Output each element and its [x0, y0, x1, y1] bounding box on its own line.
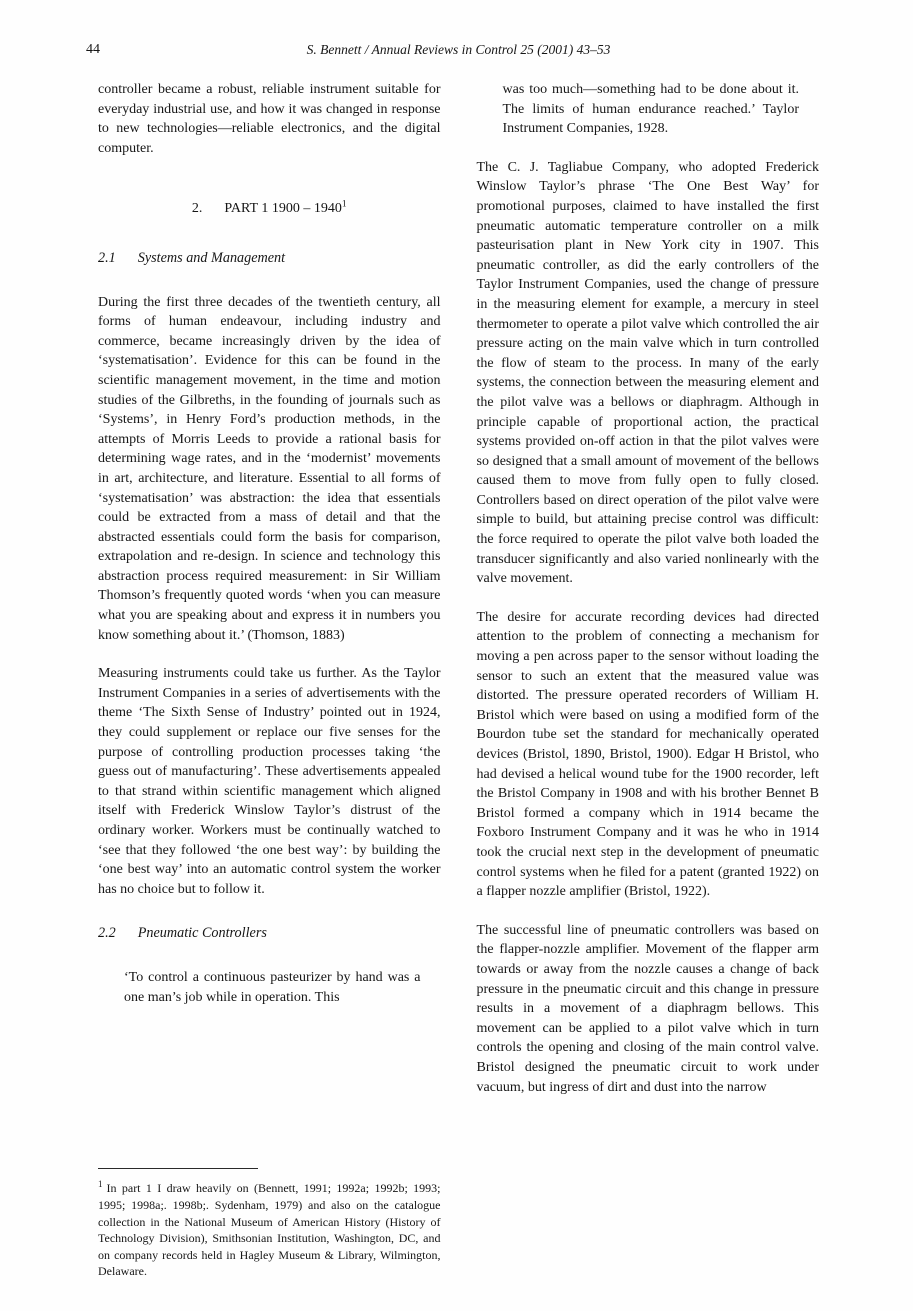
footnote-rule	[98, 1168, 258, 1169]
footnote-mark: 1	[98, 1179, 103, 1190]
section-number: 2.	[191, 201, 203, 217]
paragraph-systematisation: During the first three decades of the twentieth century, all forms of human endeavour, including industry and commerce, became increasingly driven by the idea of ‘systematisation’. Evidence for this can be found in the scientific management movement, in the time and motion studies of the Gilbreths, in the founding of journals such as ‘Systems’, in Henry Ford’s production methods, in the attempts of Morris Leeds to provide a rational basis for determining wage rates, and in the ‘modernist’ movements in art, architecture, and literature. Essential to all forms of ‘systematisation’ was abstraction: the idea that essentials could be extracted from a mass of detail and that the abstracted essentials could form the basis for comparison, extrapolation and re-design. In science and technology this abstraction process required measurement: in Sir William Thomson’s frequently quoted words ‘when you can measure what you are speaking about and express it in numbers you know something about it.’ (Thomson, 1883)	[98, 294, 441, 643]
paragraph-flapper-nozzle: The successful line of pneumatic controllers was based on the flapper-nozzle amplifier. Movement of the flapper arm towards or away from the nozzle causes a change of back pressure in the pneumatic circuit and this change in pressure results in a movement of a diaphragm bellows. This movement can be applied to a pilot valve which in turn controls the opening and closing of the main control valve. Bristol designed the pneumatic circuit to work under vacuum, but ingress of dirt and dust into the narrow	[476, 922, 819, 1095]
running-title: S. Bennett / Annual Reviews in Control 25 (2001) 43–53	[306, 42, 611, 57]
left-column	[98, 80, 441, 1280]
section-heading-part1	[98, 199, 441, 219]
footnote-body: In part 1 I draw heavily on (Bennett, 1991; 1992a; 1992b; 1993; 1995; 1998a;. 1998b;. Sydenham, 1979) and also on the catalogue collection in the National Museum of American History (History of Technology Division), Smithsonian Institution, Washington, DC, and on company records held in Hagley Museum & Library, Wilmington, Delaware.	[98, 1181, 441, 1279]
section-title: PART 1 1900 – 1940	[224, 201, 342, 217]
section-footnote-mark: 1	[341, 199, 347, 210]
paragraph-continuation: controller became a robust, reliable instrument suitable for everyday industrial use, and how it was changed in response to new technologies—reliable electronics, and the digital computer.	[98, 82, 441, 156]
subsection-heading-2-1	[98, 249, 441, 269]
footnote-text	[98, 1176, 441, 1280]
page-header	[86, 42, 819, 64]
subsection-title: Systems and Management	[137, 249, 286, 266]
paragraph-tagliabue: The C. J. Tagliabue Company, who adopted Frederick Winslow Taylor’s phrase ‘The One Best Way’ for promotional purposes, claimed to have installed the first pneumatic automatic temperature controller on a milk pasteurisation plant in New York city in 1907. This pneumatic controller, as did the early controllers of the Taylor Instrument Companies, used the change of pressure in the measuring element for example, a mercury in steel thermometer to operate a pilot valve which controlled the air pressure acting on the main valve which in turn controlled the flow of steam to the process. In many of the early systems, the connection between the measuring element and the pilot valve was a bellows or diaphragm. Although in principle capable of proportional action, the practical systems provided on-off action in that the pilot valves were so designed that a small amount of movement of the bellows caused them to move from fully open to fully closed. Controllers based on direct operation of the pilot valve were simple to build, but attaining precise control was difficult: the force required to operate the pilot valve both loaded the transducer significantly and also varied nonlinearly with the valve movement.	[476, 159, 819, 587]
paragraph-measuring-instruments: Measuring instruments could take us further. As the Taylor Instrument Companies in a series of advertisements with the theme ‘The Sixth Sense of Industry’ pointed out in 1924, they could supplement or replace our five senses for the purpose of controlling production processes taking ‘the guess out of manufacturing’. These advertisements appealed to that strand within scientific management which aligned itself with Frederick Winslow Taylor’s distrust of the ordinary worker. Workers must be continually watched to ‘see that they followed ‘the one best way’: by building the ‘one best way’ into an automatic control system the worker has no choice but to follow it.	[98, 666, 441, 897]
subsection-title: Pneumatic Controllers	[137, 925, 267, 942]
block-quote-start: ‘To control a continuous pasteurizer by hand was a one man’s job while in operation. This	[124, 969, 421, 1005]
block-quote-end: was too much—something had to be done about it. The limits of human endurance reached.’ Taylor Instrument Companies, 1928.	[502, 82, 799, 137]
paragraph-bristol-recorders: The desire for accurate recording devices had directed attention to the problem of connecting a mechanism for moving a pen across paper to the sensor without loading the sensor to such an extent that the measured value was distorted. The pressure operated recorders of William H. Bristol which were based on using a modified form of the Bourdon tube set the standard for mechanically operated devices (Bristol, 1890, Bristol, 1900). Edgar H Bristol, who had devised a helical wound tube for the 1900 recorder, left the Bristol Company in 1908 and with his brother Bennet B Bristol formed a company which in 1914 became the Foxboro Instrument Company and it was he who in 1914 took the crucial next step in the development of pneumatic control systems when he filed for a patent (granted 1922) on a flapper nozzle amplifier (Bristol, 1922).	[476, 609, 819, 900]
subsection-heading-2-2	[98, 924, 441, 944]
page-number: 44	[86, 42, 100, 57]
two-column-body	[98, 80, 819, 1280]
subsection-number: 2.1	[98, 249, 116, 266]
right-column	[477, 80, 820, 1280]
footnote	[98, 1168, 441, 1280]
subsection-number: 2.2	[98, 925, 116, 942]
